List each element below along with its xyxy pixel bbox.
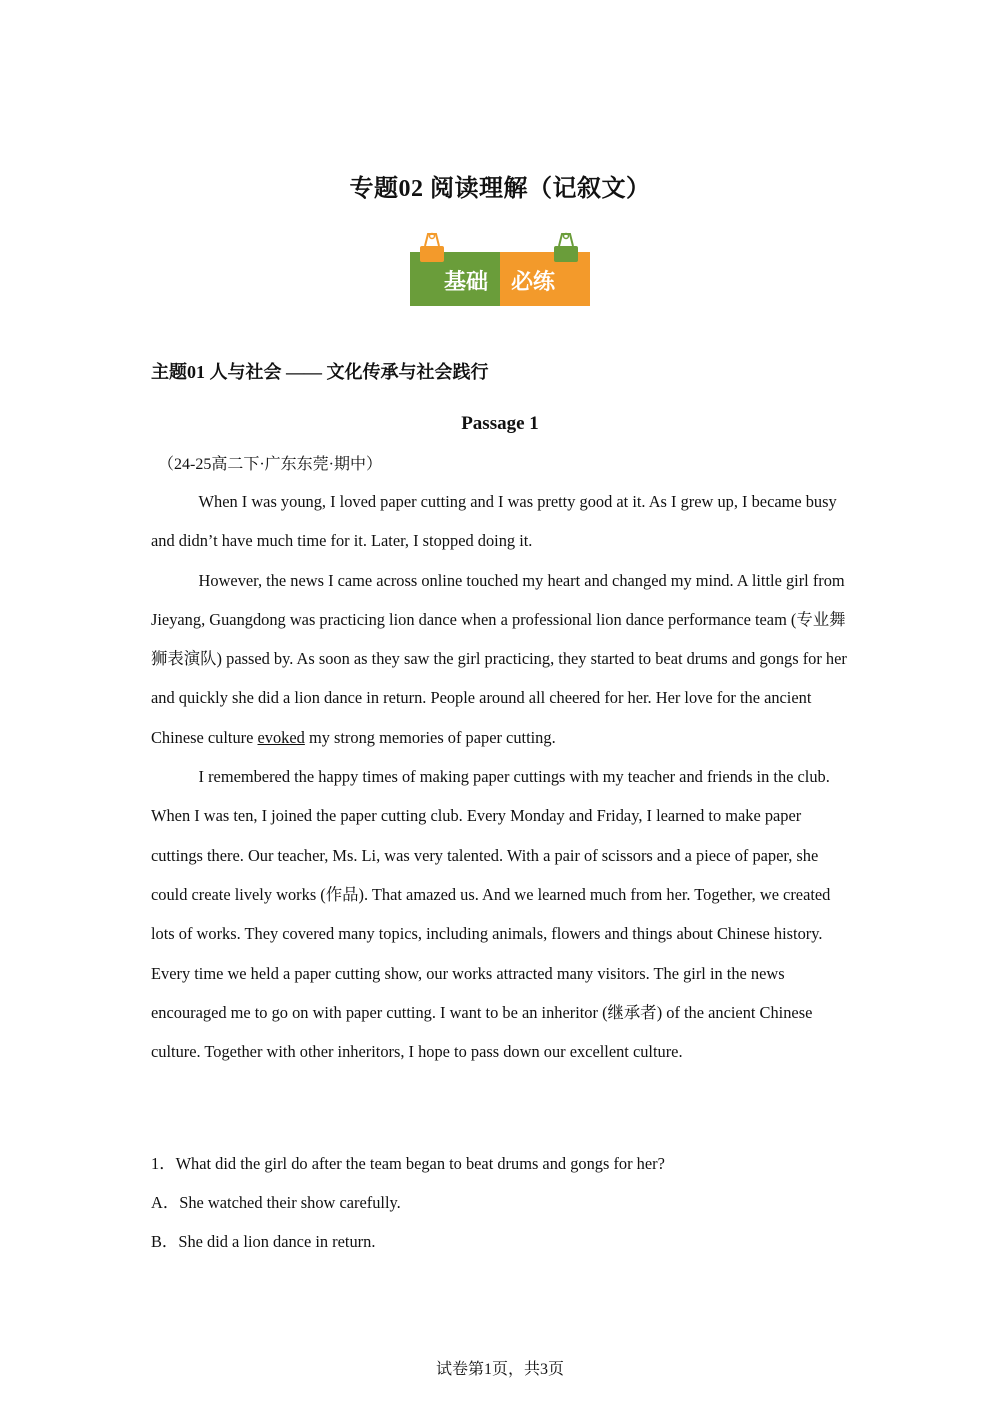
question-1-option-a: A．She watched their show carefully. — [151, 1193, 401, 1212]
binder-clip-icon — [554, 234, 578, 263]
binder-clip-icon — [420, 234, 444, 263]
question-1: 1．What did the girl do after the team began to beat drums and gongs for her? — [151, 1154, 665, 1173]
passage-source: （24-25高二下·广东东莞·期中） — [158, 456, 382, 473]
paragraph-3: I remembered the happy times of making paper cuttings with my teacher and friends in the club. When I was ten, I joined the paper cutting club. Every Monday and Friday, I learned to make paper cuttings there. Our teacher, Ms. Li, was very talented. With a pair of scissors and a piece of paper, she could create lively works (作品). That amazed us. And we learned much from her. Together, we created lots of works. They covered many topics, including animals, flowers and things about Chinese history. Every time we held a paper cutting show, our works attracted many visitors. The girl in the news encouraged me to go on with paper cutting. I want to be an inheritor (继承者) of the ancient Chinese culture. Together with other inheritors, I hope to pass down our excellent culture. — [151, 767, 831, 1062]
passage-title: Passage 1 — [461, 413, 539, 434]
basic-practice-badge — [410, 232, 590, 306]
underlined-word-evoked: evoked — [257, 727, 305, 747]
badge-right-text: 必练 — [510, 270, 556, 295]
paragraph-1: When I was young, I loved paper cutting and I was pretty good at it. As I grew up, I became busy and didn’t have much time for it. Later, I stopped doing it. — [151, 492, 837, 551]
question-1-option-b: B．She did a lion dance in return. — [151, 1232, 376, 1251]
paragraph-2-text-a: However, the news I came across online touched my heart and changed my mind. A little girl from Jieyang, Guangdong was practicing lion dance when a professional lion dance performance team (专业舞狮表演队) passed by. As soon as they saw the girl practicing, they started to beat drums and gongs for her and quickly she did a lion dance in return. People around all cheered for her. Her love for the ancient Chinese culture — [151, 570, 847, 747]
topic-heading: 主题01 人与社会 —— 文化传承与社会践行 — [151, 362, 489, 382]
passage-body — [151, 482, 851, 1071]
badge-left-text: 基础 — [443, 270, 489, 295]
document-title: 专题02 阅读理解（记叙文） — [349, 176, 651, 202]
paragraph-2-text-b: my strong memories of paper cutting. — [304, 727, 556, 747]
paragraph-2 — [151, 561, 851, 757]
page-footer: 试卷第1页，共3页 — [435, 1361, 564, 1378]
